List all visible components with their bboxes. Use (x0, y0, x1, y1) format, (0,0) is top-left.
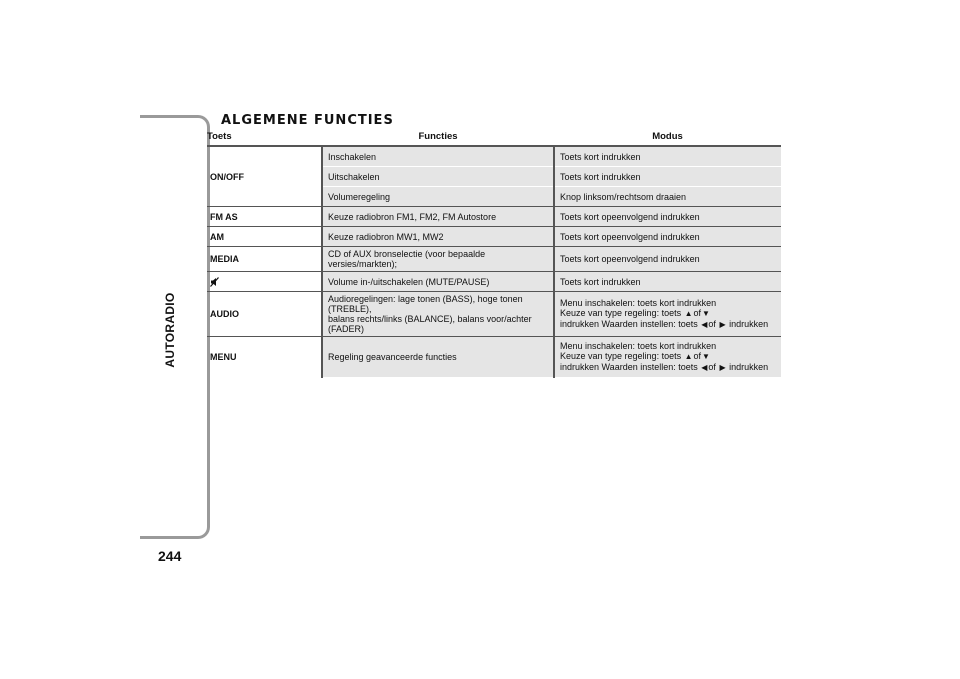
table-row (207, 146, 781, 167)
mode-text: indrukken (729, 319, 769, 329)
arrow-right-icon: ▶ (719, 320, 726, 329)
functions-table (207, 128, 781, 378)
mode-cell (554, 292, 781, 337)
mode-cell (554, 337, 781, 378)
key-on-off: ON/OFF (207, 146, 322, 207)
func-cell: Keuze radiobron MW1, MW2 (322, 227, 554, 247)
key-am: AM (207, 227, 322, 247)
func-cell: Uitschakelen (322, 167, 554, 187)
mode-cell: Toets kort indrukken (554, 167, 781, 187)
table-row (207, 247, 781, 272)
func-cell: Inschakelen (322, 146, 554, 167)
mode-line (560, 362, 776, 373)
key-fm-as: FM AS (207, 207, 322, 227)
arrow-left-icon: ◀ (701, 363, 708, 372)
header-key: Toets (207, 128, 322, 146)
mode-text: of (693, 351, 702, 361)
arrow-down-icon: ▼ (702, 309, 710, 318)
side-section-label: AUTORADIO (163, 292, 177, 368)
section-title: ALGEMENE FUNCTIES (221, 113, 394, 128)
mode-text: indrukken Waarden instellen: toets (560, 319, 698, 329)
mode-line (560, 308, 776, 319)
func-line: (FADER) (328, 324, 364, 334)
arrow-down-icon: ▼ (702, 352, 710, 361)
func-cell: CD of AUX bronselectie (voor bepaalde versies/markten); (322, 247, 554, 272)
func-line: balans rechts/links (BALANCE), balans voor/achter (328, 314, 532, 324)
key-mute (207, 272, 322, 292)
arrow-up-icon: ▲ (684, 352, 693, 361)
mode-text: of (693, 308, 702, 318)
mode-text: indrukken (729, 362, 769, 372)
arrow-up-icon: ▲ (684, 309, 693, 318)
func-cell: Keuze radiobron FM1, FM2, FM Autostore (322, 207, 554, 227)
header-functions: Functies (322, 128, 554, 146)
mode-cell: Toets kort indrukken (554, 146, 781, 167)
table-row (207, 337, 781, 378)
page-number: 244 (158, 548, 182, 564)
table-row (207, 207, 781, 227)
key-audio: AUDIO (207, 292, 322, 337)
func-cell: Regeling geavanceerde functies (322, 337, 554, 378)
mode-cell: Knop linksom/rechtsom draaien (554, 187, 781, 207)
table-row (207, 272, 781, 292)
header-mode: Modus (554, 128, 781, 146)
mode-text: Keuze van type regeling: toets (560, 308, 682, 318)
mode-text: of (708, 362, 716, 372)
key-media: MEDIA (207, 247, 322, 272)
table-header-row (207, 128, 781, 146)
func-cell: Volumeregeling (322, 187, 554, 207)
key-menu: MENU (207, 337, 322, 378)
mode-line: Menu inschakelen: toets kort indrukken (560, 298, 717, 308)
func-cell (322, 292, 554, 337)
mode-text: Keuze van type regeling: toets (560, 351, 682, 361)
arrow-right-icon: ▶ (719, 363, 726, 372)
mode-line (560, 319, 776, 330)
mode-cell: Toets kort indrukken (554, 272, 781, 292)
mode-text: indrukken Waarden instellen: toets (560, 362, 698, 372)
mute-speaker-icon (210, 277, 220, 287)
arrow-left-icon: ◀ (701, 320, 708, 329)
mode-line (560, 351, 776, 362)
table-row (207, 292, 781, 337)
mode-text: of (708, 319, 716, 329)
mode-cell: Toets kort opeenvolgend indrukken (554, 247, 781, 272)
mode-line: Menu inschakelen: toets kort indrukken (560, 341, 717, 351)
table-row (207, 227, 781, 247)
func-line: Audioregelingen: lage tonen (BASS), hoge tonen (TREBLE), (328, 294, 523, 314)
mode-cell: Toets kort opeenvolgend indrukken (554, 207, 781, 227)
func-cell: Volume in-/uitschakelen (MUTE/PAUSE) (322, 272, 554, 292)
mode-cell: Toets kort opeenvolgend indrukken (554, 227, 781, 247)
